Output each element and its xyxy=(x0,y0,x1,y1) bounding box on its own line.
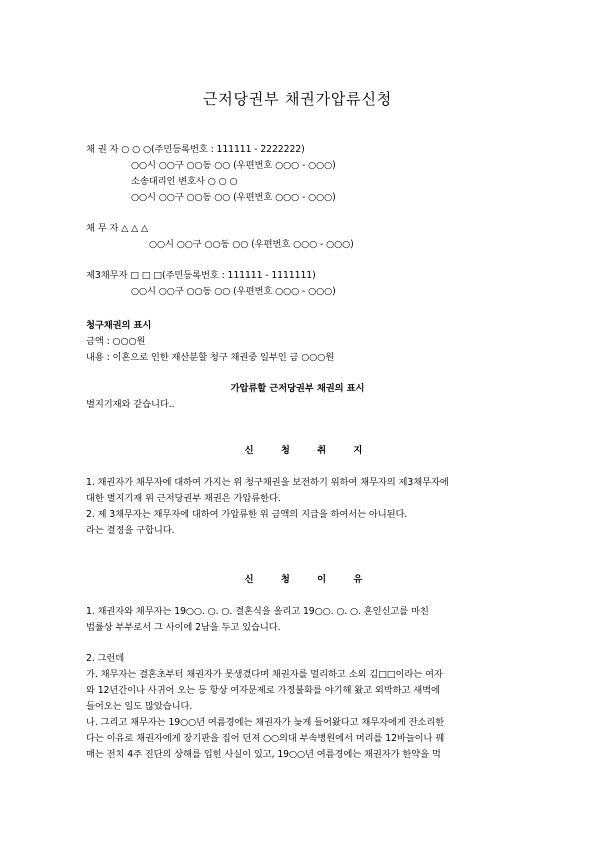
purpose-line: 대한 별지기재 위 근저당권부 채권은 가압류한다. xyxy=(86,493,281,504)
document-title: 근저당권부 채권가압류신청 xyxy=(202,90,393,108)
creditor-line: 채 권 자 ○ ○ ○(주민등록번호 : 111111 - 2222222) xyxy=(86,144,305,155)
reason-line: 다는 이유로 채권자에게 장기판을 집어 던져 ○○의대 부속병원에서 머리를 12바늘이나 꿰 xyxy=(86,733,445,744)
third-party-address: ○○시 ○○구 ○○동 ○○ (우편번호 ○○○ - ○○○) xyxy=(131,286,336,297)
reason-line: 와 12년간이나 사귀어 오는 등 항상 여자문제로 가정불화를 야기해 왔고 외박하고 새벽에 xyxy=(86,685,440,696)
attorney-address: ○○시 ○○구 ○○동 ○○ (우편번호 ○○○ - ○○○) xyxy=(131,192,336,203)
reason-line: 가. 채무자는 결혼초부터 채권자가 못생겼다며 채권자를 멀리하고 소외 김□□이라는 여자 xyxy=(86,669,443,680)
reason-line: 매는 전치 4주 진단의 상해를 입힌 사실이 있고, 19○○년 여름경에는 채권자가 한약을 먹 xyxy=(86,749,441,760)
purpose-line: 라는 결정을 구합니다. xyxy=(86,525,175,536)
seized-text: 별지기재와 같습니다.. xyxy=(86,399,175,410)
third-party-line: 제3채무자 □ □ □(주민등록번호 : 111111 - 1111111) xyxy=(86,270,316,281)
claim-amount: 금액 : ○○○원 xyxy=(86,336,146,347)
purpose-line: 2. 제 3채무자는 채무자에 대하여 가압류한 위 금액의 지급을 하여서는 아니된다. xyxy=(86,509,408,520)
purpose-heading: 신 청 취 지 xyxy=(244,445,375,456)
debtor-line: 채 무 자 △ △ △ xyxy=(86,223,149,234)
seized-heading: 가압류할 근저당권부 채권의 표시 xyxy=(230,383,365,394)
claim-heading: 청구채권의 표시 xyxy=(86,320,152,331)
reason-line: 2. 그런데 xyxy=(86,653,125,664)
reason-line: 들어오는 일도 많았습니다. xyxy=(86,701,193,712)
creditor-address: ○○시 ○○구 ○○동 ○○ (우편번호 ○○○ - ○○○) xyxy=(131,160,336,171)
reason-line: 법률상 부부로서 그 사이에 2남을 두고 있습니다. xyxy=(86,622,281,633)
claim-content: 내용 : 이혼으로 인한 재산분할 청구 채권중 일부인 금 ○○○원 xyxy=(86,352,335,363)
purpose-line: 1. 채권자가 채무자에 대하여 가지는 위 청구채권을 보전하기 위하여 채무자의 제3채무자에 xyxy=(86,477,449,488)
reason-line: 1. 채권자와 채무자는 19○○. ○. ○. 결혼식을 올리고 19○○. ○. ○. 혼인신고를 마친 xyxy=(86,606,429,617)
creditor-attorney: 소송대리인 변호사 ○ ○ ○ xyxy=(131,176,238,187)
reason-heading: 신 청 이 유 xyxy=(244,574,375,585)
reason-line: 나. 그리고 채무자는 19○○년 여름경에는 채권자가 늦게 들어왔다고 채무자에게 잔소리한 xyxy=(86,717,445,728)
debtor-address: ○○시 ○○구 ○○동 ○○ (우편번호 ○○○ - ○○○) xyxy=(149,239,354,250)
